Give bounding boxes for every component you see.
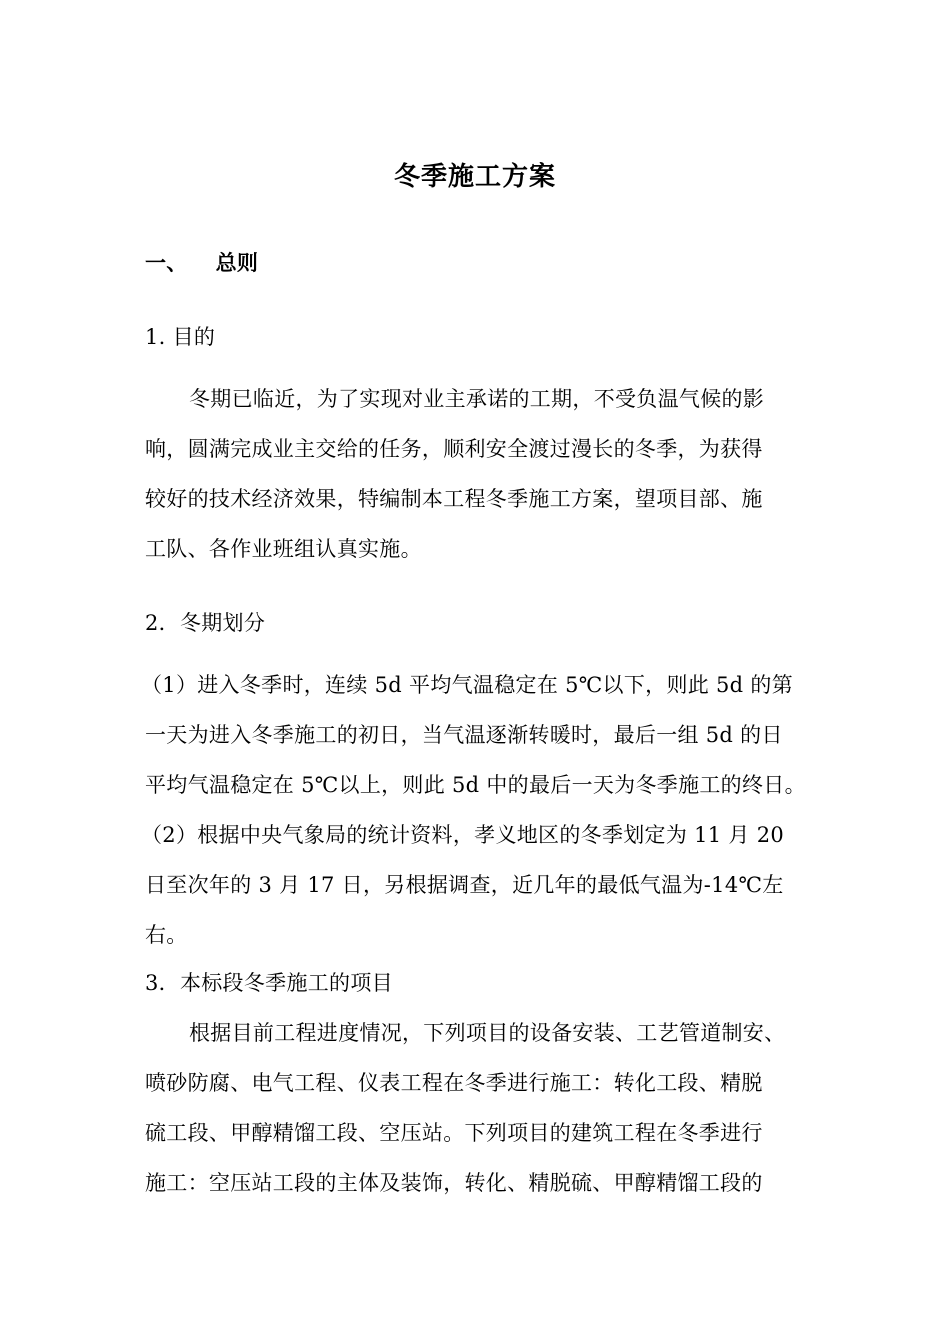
paragraph-line: （1）进入冬季时，连续 5d 平均气温稳定在 5℃以下，则此 5d 的第 bbox=[141, 673, 793, 697]
paragraph-line: 施工：空压站工段的主体及装饰，转化、精脱硫、甲醇精馏工段的 bbox=[145, 1171, 763, 1195]
paragraph-line: 响，圆满完成业主交给的任务，顺利安全渡过漫长的冬季，为获得 bbox=[145, 437, 763, 461]
paragraph-line: 工队、各作业班组认真实施。 bbox=[145, 537, 422, 561]
paragraph-line: 右。 bbox=[145, 923, 188, 947]
subheading-winter-period: 2．冬期划分 bbox=[145, 611, 266, 635]
paragraph-line: 根据目前工程进度情况，下列项目的设备安装、工艺管道制安、 bbox=[189, 1021, 786, 1045]
paragraph-line: 较好的技术经济效果，特编制本工程冬季施工方案，望项目部、施 bbox=[145, 487, 763, 511]
subheading-purpose: 1. 目的 bbox=[145, 325, 216, 349]
paragraph-line: 硫工段、甲醇精馏工段、空压站。下列项目的建筑工程在冬季进行 bbox=[145, 1121, 763, 1145]
paragraph-line: 冬期已临近，为了实现对业主承诺的工期，不受负温气候的影 bbox=[189, 387, 765, 411]
section-heading-general bbox=[145, 248, 258, 278]
paragraph-line: （2）根据中央气象局的统计资料，孝义地区的冬季划定为 11 月 20 bbox=[141, 823, 785, 847]
section-number: 一、 bbox=[145, 250, 188, 275]
paragraph-line: 平均气温稳定在 5℃以上，则此 5d 中的最后一天为冬季施工的终日。 bbox=[145, 773, 806, 797]
section-title: 总则 bbox=[215, 250, 259, 275]
subheading-winter-projects: 3．本标段冬季施工的项目 bbox=[145, 971, 393, 995]
paragraph-line: 喷砂防腐、电气工程、仪表工程在冬季进行施工：转化工段、精脱 bbox=[145, 1071, 763, 1095]
document-title: 冬季施工方案 bbox=[393, 162, 556, 192]
paragraph-line: 一天为进入冬季施工的初日，当气温逐渐转暖时，最后一组 5d 的日 bbox=[145, 723, 783, 747]
paragraph-line: 日至次年的 3 月 17 日，另根据调查，近几年的最低气温为-14℃左 bbox=[145, 873, 784, 897]
